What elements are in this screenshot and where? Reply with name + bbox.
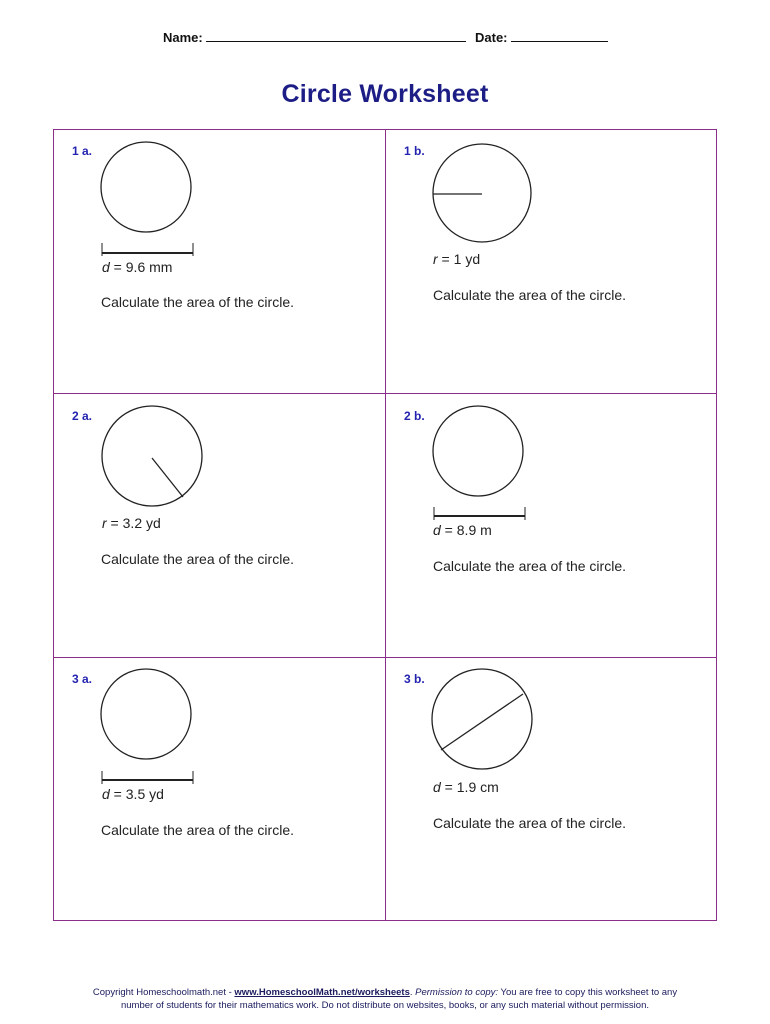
footer-line-2: number of students for their mathematics work. Do not distribute on websites, books, or any such material without permission.: [120, 1000, 649, 1011]
problem-1b-circle: [432, 143, 534, 245]
problem-3b-diameter-line: [441, 694, 523, 750]
problem-2b-instruction: Calculate the area of the circle.: [433, 558, 626, 574]
problem-1a-given: d = 9.6 mm: [102, 259, 173, 275]
problem-2a-instruction: Calculate the area of the circle.: [101, 551, 294, 567]
date-label: Date:: [475, 30, 508, 45]
worksheet-title: Circle Worksheet: [281, 80, 489, 108]
problem-1a-diameter-marker: [100, 241, 196, 257]
date-field: [475, 29, 608, 45]
problem-3a-given: d = 3.5 yd: [102, 786, 164, 802]
problem-2b-circle: [432, 405, 527, 500]
problem-2a-given: r = 3.2 yd: [102, 515, 161, 531]
problem-1b-label: 1 b.: [404, 144, 425, 158]
footer-permission-text: You are free to copy this worksheet to any: [498, 987, 678, 998]
problem-3a-instruction: Calculate the area of the circle.: [101, 822, 294, 838]
name-field: [163, 29, 466, 45]
problem-1b-instruction: Calculate the area of the circle.: [433, 287, 626, 303]
problem-2a-var: r: [102, 515, 107, 531]
footer-line-1: Copyright Homeschoolmath.net - www.HomeschoolMath.net/worksheets. Permission to copy: You are free to copy this worksheet to any: [92, 987, 678, 998]
footer-copyright: Copyright Homeschoolmath.net -: [92, 987, 235, 998]
copyright-footer: [40, 986, 730, 1012]
problem-1a-circle: [100, 141, 195, 236]
problem-3b-circle: [431, 668, 533, 770]
problem-3b-given: d = 1.9 cm: [433, 779, 499, 795]
date-blank: [511, 29, 608, 42]
grid-divider-row-2: [53, 657, 717, 658]
problem-2b-var: d: [433, 522, 441, 538]
problem-3b-value: 1.9 cm: [456, 779, 499, 795]
grid-divider-vertical: [385, 129, 386, 921]
problem-3a-diameter-marker: [100, 769, 196, 785]
problem-1a-value: 9.6 mm: [125, 259, 173, 275]
problem-2b-diameter-marker: [432, 505, 528, 521]
problem-2a-value: 3.2 yd: [122, 515, 161, 531]
problem-3a-var: d: [102, 786, 110, 802]
problem-1b-given: r = 1 yd: [433, 251, 481, 267]
grid-divider-row-1: [53, 393, 717, 394]
name-label: Name:: [163, 30, 203, 45]
name-blank: [206, 29, 466, 42]
problem-3b-label: 3 b.: [404, 672, 425, 686]
problem-3b-var: d: [433, 779, 441, 795]
problem-3a-label: 3 a.: [72, 672, 93, 686]
problem-1b-value: 1 yd: [453, 251, 481, 267]
problem-1a-var: d: [102, 259, 110, 275]
problem-1a-label: 1 a.: [72, 144, 93, 158]
problem-2a-radius-line: [152, 458, 183, 497]
footer-link[interactable]: www.HomeschoolMath.net/worksheets: [234, 987, 410, 998]
footer-permission-label: Permission to copy:: [415, 987, 499, 998]
problem-2b-given: d = 8.9 m: [433, 522, 492, 538]
problem-2a-label: 2 a.: [72, 409, 93, 423]
problem-3a-value: 3.5 yd: [125, 786, 164, 802]
problem-2b-label: 2 b.: [404, 409, 425, 423]
problem-1b-var: r: [433, 251, 438, 267]
problem-3a-circle: [100, 668, 195, 763]
problem-1a-instruction: Calculate the area of the circle.: [101, 294, 294, 310]
problem-3b-instruction: Calculate the area of the circle.: [433, 815, 626, 831]
problem-2b-value: 8.9 m: [456, 522, 492, 538]
problem-2a-circle: [101, 405, 203, 507]
